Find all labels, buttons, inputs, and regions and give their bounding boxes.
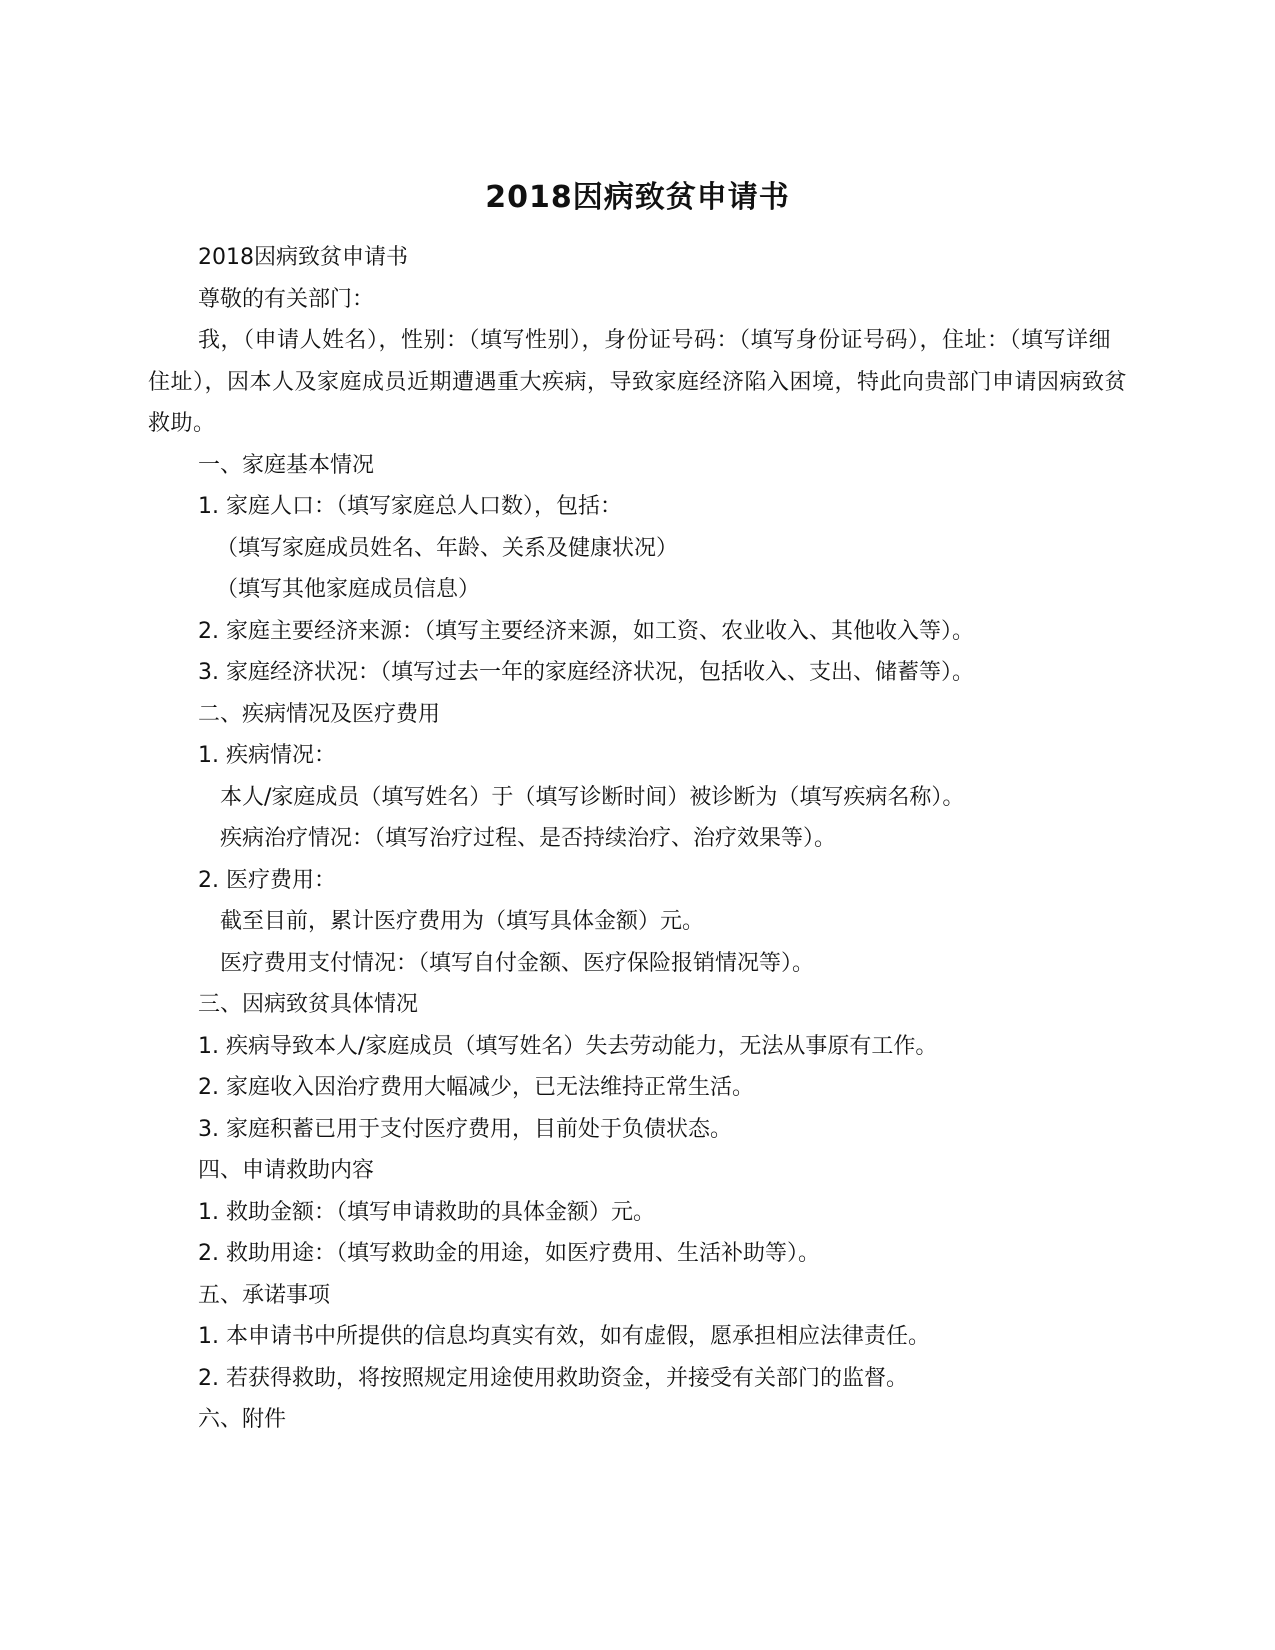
family-item-economic-status: 3. 家庭经济状况：（填写过去一年的家庭经济状况，包括收入、支出、储蓄等）。: [198, 660, 974, 685]
illness-item-treatment: 疾病治疗情况：（填写治疗过程、是否持续治疗、治疗效果等）。: [220, 826, 837, 851]
document-title: 2018因病致贫申请书: [485, 180, 790, 215]
family-item-members: （填写家庭成员姓名、年龄、关系及健康状况）: [216, 535, 679, 561]
illness-item-expenses: 2. 医疗费用：: [198, 867, 336, 893]
commitment-item-usage: 2. 若获得救助，将按照规定用途使用救助资金，并接受有关部门的监督。: [198, 1365, 908, 1391]
document-body: [148, 237, 1128, 1441]
illness-item-condition: 1. 疾病情况：: [198, 743, 336, 768]
family-item-income-source: 2. 家庭主要经济来源：（填写主要经济来源，如工资、农业收入、其他收入等）。: [198, 618, 974, 644]
intro-paragraph: 我，（申请人姓名），性别：（填写性别），身份证号码：（填写身份证号码），住址：（填写详细住址），因本人及家庭成员近期遭遇重大疾病，导致家庭经济陷入困境，特此向贵部门申请因病致贫救助。: [148, 328, 1128, 436]
illness-item-diagnosis: 本人/家庭成员（填写姓名）于（填写诊断时间）被诊断为（填写疾病名称）。: [220, 784, 965, 810]
poverty-item-income: 2. 家庭收入因治疗费用大幅减少，已无法维持正常生活。: [198, 1075, 754, 1100]
aid-item-amount: 1. 救助金额：（填写申请救助的具体金额）元。: [198, 1199, 655, 1225]
illness-item-payment: 医疗费用支付情况：（填写自付金额、医疗保险报销情况等）。: [220, 950, 815, 976]
poverty-item-labor: 1. 疾病导致本人/家庭成员（填写姓名）失去劳动能力，无法从事原有工作。: [198, 1033, 938, 1059]
commitment-item-truthful: 1. 本申请书中所提供的信息均真实有效，如有虚假，愿承担相应法律责任。: [198, 1324, 930, 1349]
family-item-other-members: （填写其他家庭成员信息）: [216, 577, 481, 602]
section-heading-aid: 四、申请救助内容: [198, 1158, 375, 1183]
salutation: 尊敬的有关部门：: [198, 286, 375, 312]
family-item-population: 1. 家庭人口：（填写家庭总人口数），包括：: [198, 494, 622, 519]
section-heading-illness: 二、疾病情况及医疗费用: [198, 701, 441, 727]
illness-item-total-cost: 截至目前，累计医疗费用为（填写具体金额）元。: [220, 909, 705, 934]
section-heading-commitment: 五、承诺事项: [198, 1282, 331, 1308]
document-subtitle: 2018因病致贫申请书: [198, 245, 408, 270]
poverty-item-savings: 3. 家庭积蓄已用于支付医疗费用，目前处于负债状态。: [198, 1116, 732, 1142]
section-heading-family: 一、家庭基本情况: [198, 452, 375, 478]
aid-item-purpose: 2. 救助用途：（填写救助金的用途，如医疗费用、生活补助等）。: [198, 1241, 820, 1266]
section-heading-poverty: 三、因病致贫具体情况: [198, 992, 419, 1017]
section-heading-attachments: 六、附件: [198, 1407, 287, 1432]
